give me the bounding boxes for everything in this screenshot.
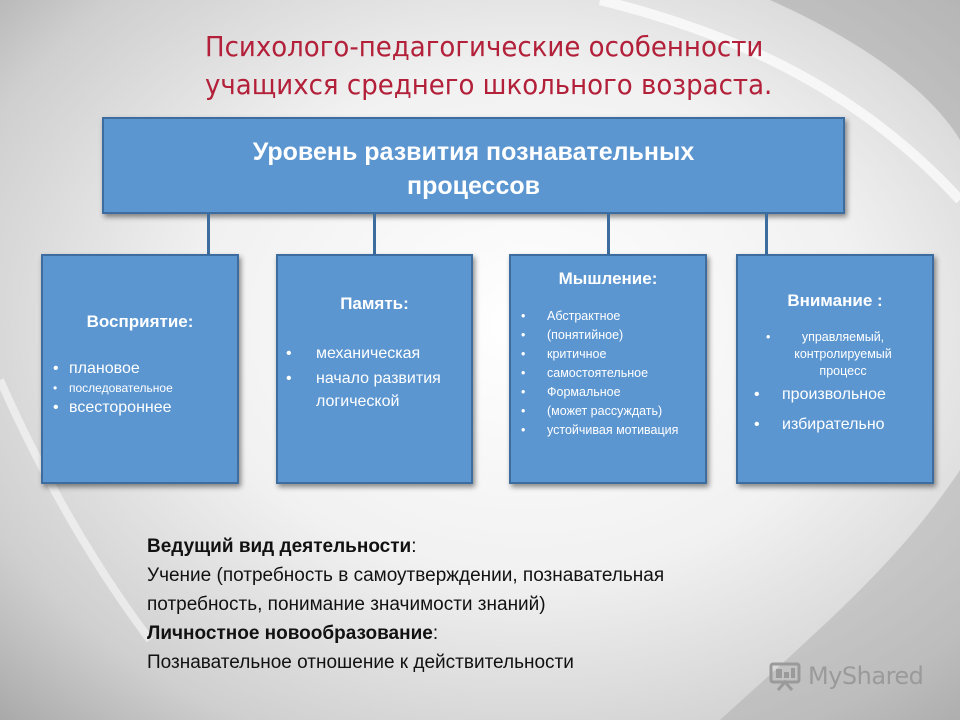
list-item: • (может рассуждать) — [511, 402, 705, 421]
connector-attention — [765, 214, 768, 254]
slide-title-line-2: учащихся среднего школьного возраста. — [205, 68, 773, 101]
node-memory-list — [278, 342, 471, 413]
leading-activity-heading — [147, 532, 847, 561]
list-item: • последовательное — [43, 379, 237, 397]
watermark-text: MyShared — [808, 662, 924, 690]
node-thinking — [509, 254, 707, 484]
node-memory — [276, 254, 473, 484]
root-node-line-2: процессов — [406, 172, 541, 200]
node-attention-title: Внимание : — [787, 291, 883, 310]
list-item: • Абстрактное — [511, 307, 705, 326]
list-item: • устойчивая мотивация — [511, 421, 705, 440]
node-perception-title: Восприятие: — [86, 312, 194, 331]
slide-title — [205, 28, 819, 104]
list-item: • механическая — [278, 342, 471, 365]
node-thinking-title: Мышление: — [558, 269, 658, 288]
root-node-cognitive-processes — [102, 117, 845, 214]
list-item: • Формальное — [511, 383, 705, 402]
presentation-board-icon — [768, 659, 802, 693]
node-perception — [41, 254, 239, 484]
list-item: • управляемый, контролируемый процесс — [738, 329, 932, 380]
personal-formation-colon: : — [432, 623, 439, 644]
myshared-watermark — [768, 656, 938, 696]
node-attention — [736, 254, 934, 484]
connector-thinking — [607, 214, 610, 254]
leading-activity-text-1: Учение (потребность в самоутверждении, познавательная — [147, 565, 665, 586]
list-item: • начало развития логической — [278, 367, 471, 413]
root-node-line-1: Уровень развития познавательных — [252, 138, 695, 166]
node-memory-title: Память: — [340, 294, 409, 313]
slide-title-line-1: Психолого-педагогические особенности — [205, 30, 764, 63]
list-item: • всестороннее — [43, 397, 237, 418]
personal-formation-heading — [147, 619, 847, 648]
list-item: • плановое — [43, 358, 237, 379]
connector-perception — [207, 214, 210, 254]
connector-memory — [373, 214, 376, 254]
leading-activity-colon: : — [411, 536, 417, 557]
leading-activity-text-2: потребность, понимание значимости знаний) — [147, 594, 546, 615]
personal-formation-label: Личностное новообразование — [147, 623, 433, 644]
node-perception-list — [43, 358, 237, 418]
list-item: • критичное — [511, 345, 705, 364]
summary-text-block — [147, 532, 847, 677]
personal-formation-text: Познавательное отношение к действительности — [147, 652, 574, 673]
list-item: • самостоятельное — [511, 364, 705, 383]
node-attention-list — [738, 329, 932, 438]
node-thinking-list — [511, 307, 705, 440]
list-item: • произвольное — [738, 382, 932, 408]
leading-activity-label: Ведущий вид деятельности — [147, 536, 412, 557]
list-item: • (понятийное) — [511, 326, 705, 345]
list-item: • избирательно — [738, 412, 932, 438]
